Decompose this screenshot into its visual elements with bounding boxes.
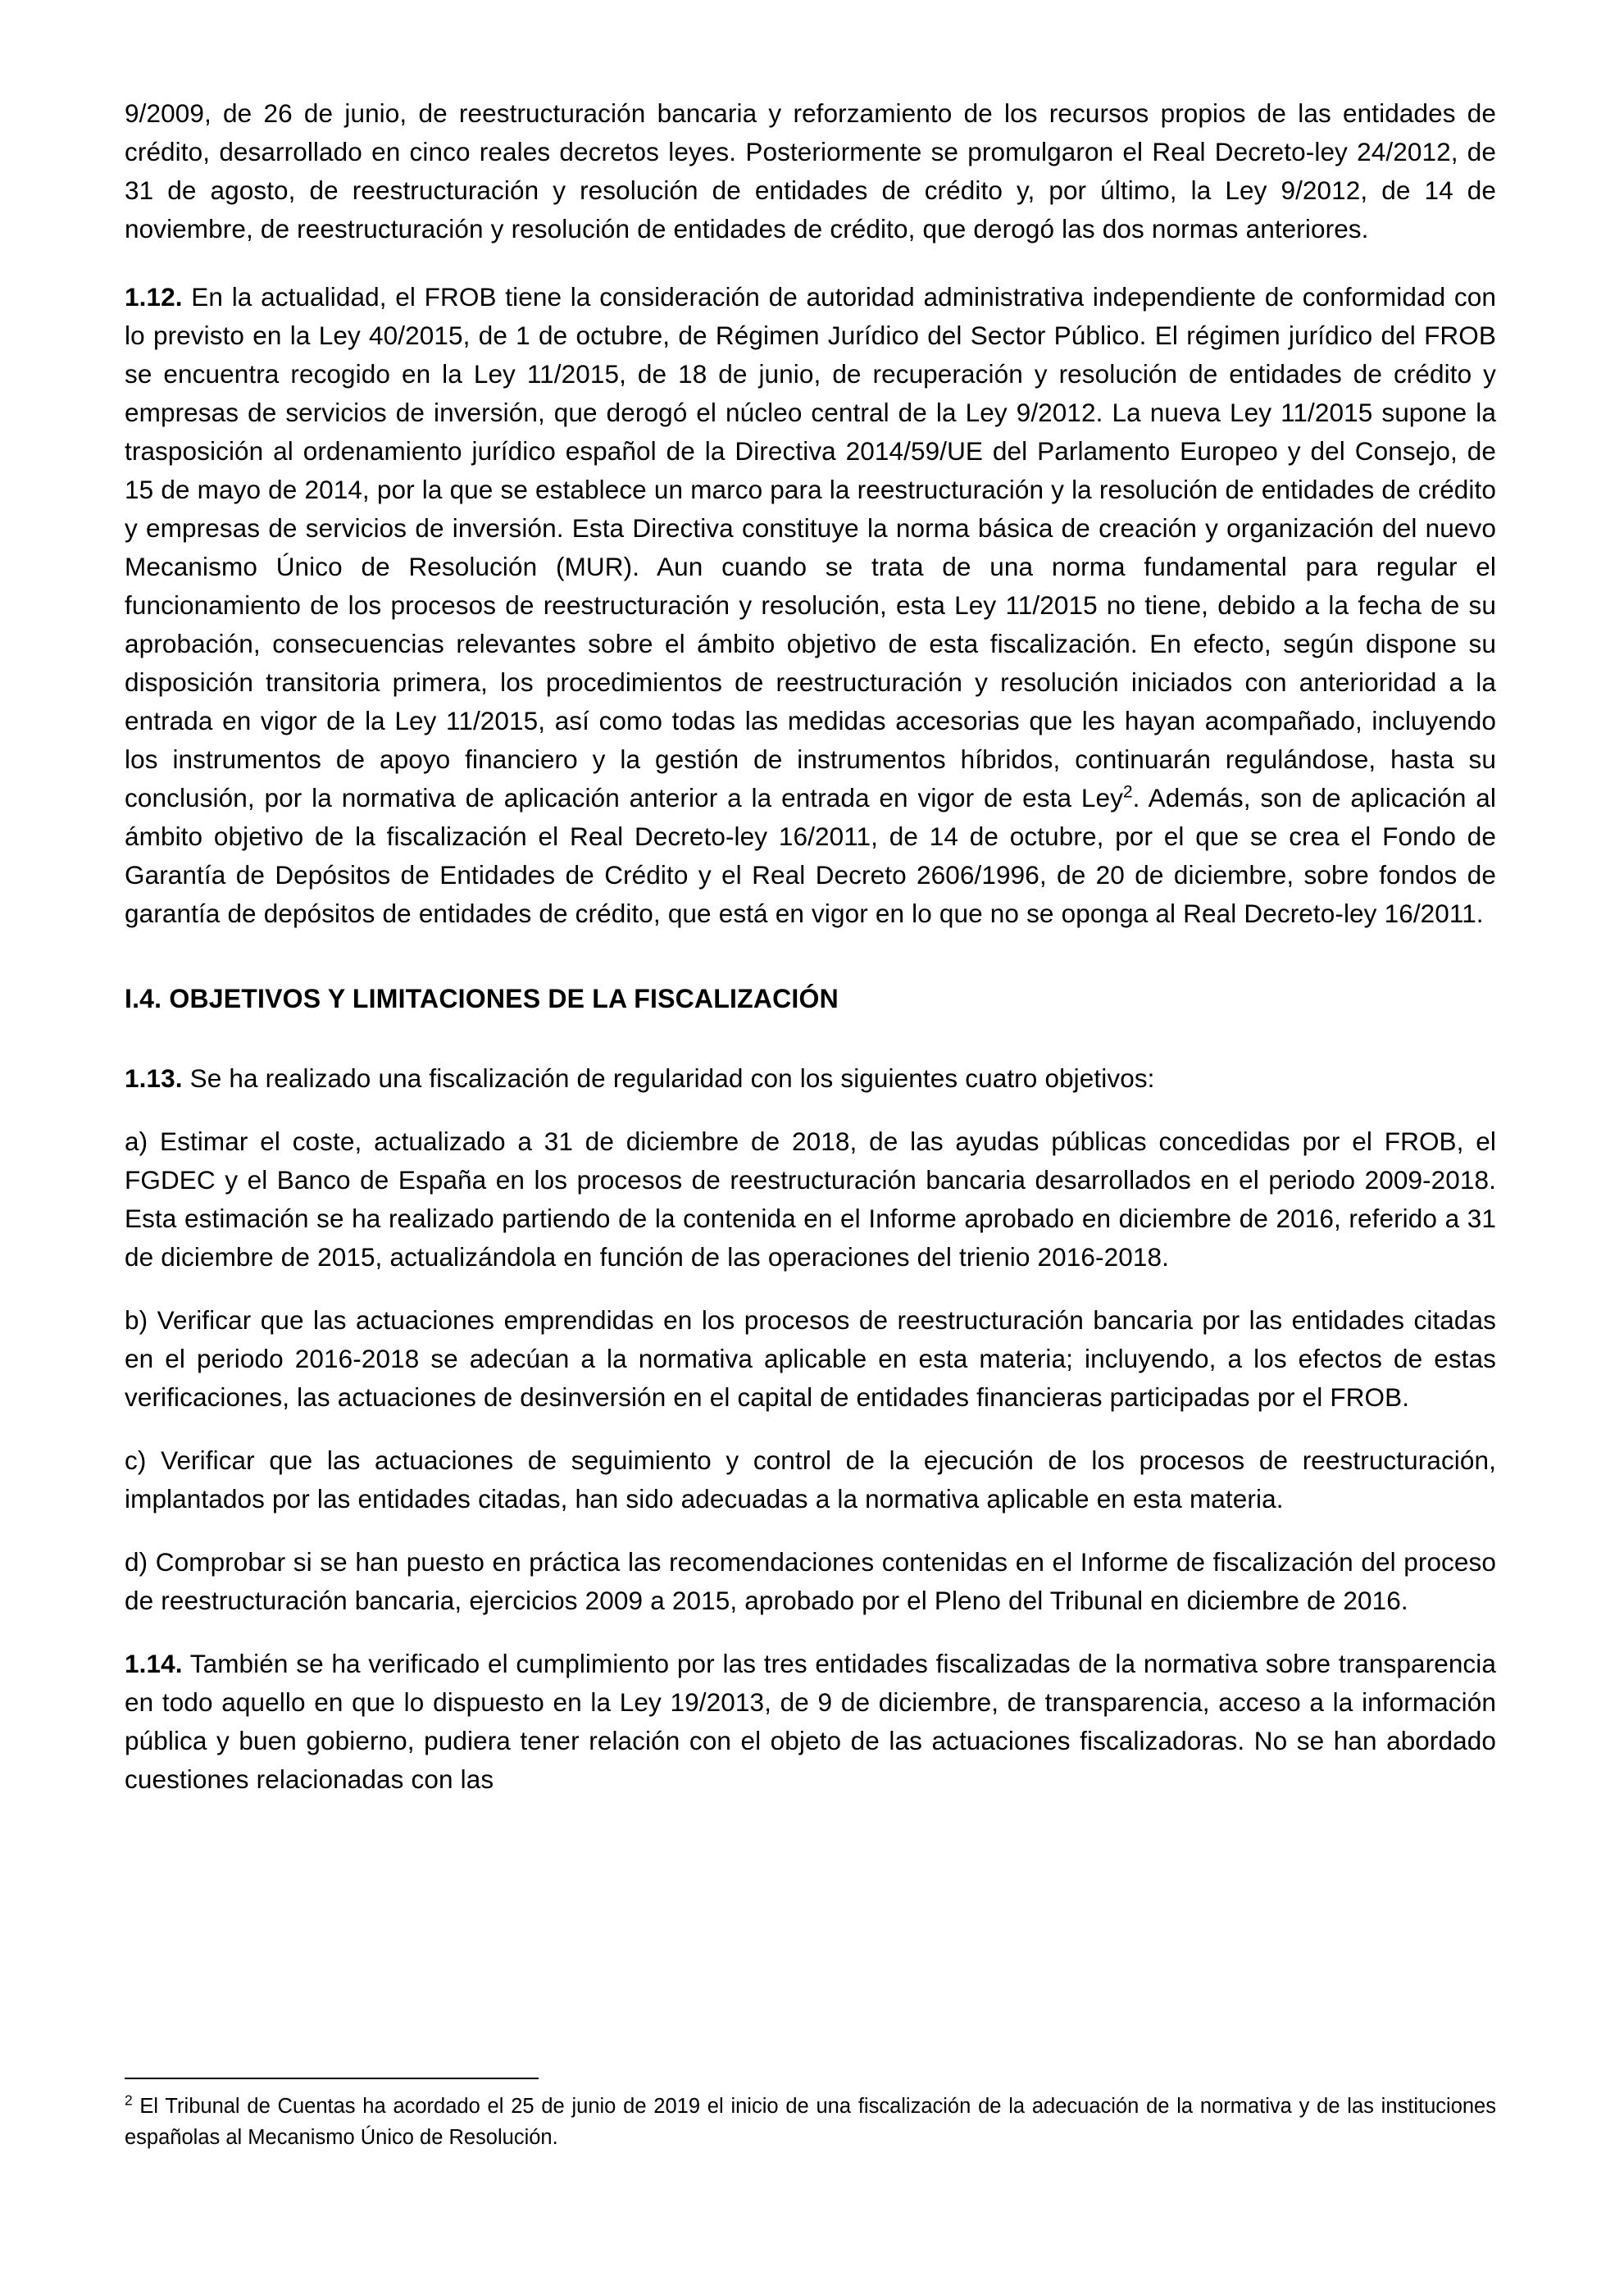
footnote-reference-2[interactable]: 2 [1122,782,1133,802]
paragraph-number-1-13: 1.13. [125,1063,183,1093]
paragraph-1-14-text: También se ha verificado el cumplimiento por las tres entidades fiscalizadas de la normativa sobre transparencia en todo aquello en que lo dispuesto en la Ley 19/2013, de 9 de diciembre, de transparencia, acceso a la información pública y buen gobierno, pudiera tener relación con el objeto de las actuaciones fiscalizadoras. No se han abordado cuestiones relacionadas con las [125,1649,1496,1794]
paragraph-1-12 [125,278,1496,933]
section-heading-block [125,981,1496,1017]
document-body [125,94,1496,1799]
footnote-2 [125,2091,1496,2153]
objective-item-a: a) Estimar el coste, actualizado a 31 de diciembre de 2018, de las ayudas públicas concedidas por el FROB, el FGDEC y el Banco de España en los procesos de reestructuración bancaria desarrollados en el periodo 2009-2018. Esta estimación se ha realizado partiendo de la contenida en el Informe aprobado en diciembre de 2016, referido a 31 de diciembre de 2015, actualizándola en función de las operaciones del trienio 2016-2018. [125,1127,1496,1272]
paragraph-number-1-14: 1.14. [125,1649,183,1678]
footnote-separator-rule [125,2078,539,2079]
footnote-area [125,2078,1496,2153]
paragraph-1-12-text-part-1: En la actualidad, el FROB tiene la consideración de autoridad administrativa independiente de conformidad con lo previsto en la Ley 40/2015, de 1 de octubre, de Régimen Jurídico del Sector Público. El régimen jurídico del FROB se encuentra recogido en la Ley 11/2015, de 18 de junio, de recuperación y resolución de entidades de crédito y empresas de servicios de inversión, que derogó el núcleo central de la Ley 9/2012. La nueva Ley 11/2015 supone la trasposición al ordenamiento jurídico español de la Directiva 2014/59/UE del Parlamento Europeo y del Consejo, de 15 de mayo de 2014, por la que se establece un marco para la reestructuración y la resolución de entidades de crédito y empresas de servicios de inversión. Esta Directiva constituye la norma básica de creación y organización del nuevo Mecanismo Único de Resolución (MUR). Aun cuando se trata de una norma fundamental para regular el funcionamiento de los procesos de reestructuración y resolución, esta Ley 11/2015 no tiene, debido a la fecha de su aprobación, consecuencias relevantes sobre el ámbito objetivo de esta fiscalización. En efecto, según dispone su disposición transitoria primera, los procedimientos de reestructuración y resolución iniciados con anterioridad a la entrada en vigor de la Ley 11/2015, así como todas las medidas accesorias que les hayan acompañado, incluyendo los instrumentos de apoyo financiero y la gestión de instrumentos híbridos, continuarán regulándose, hasta su conclusión, por la normativa de aplicación anterior a la entrada en vigor de esta Ley [125,282,1496,813]
paragraph-1-14 [125,1645,1496,1799]
footnote-marker-2: 2 [125,2092,133,2109]
objective-item-d: d) Comprobar si se han puesto en práctica las recomendaciones contenidas en el Informe de fiscalización del proceso de reestructuración bancaria, ejercicios 2009 a 2015, aprobado por el Pleno del Tribunal en diciembre de 2016. [125,1547,1496,1615]
section-heading-i4: I.4. OBJETIVOS Y LIMITACIONES DE LA FISCALIZACIÓN [125,984,839,1013]
paragraph-1-12-text-part-2: . Además, son de aplicación al ámbito objetivo de la fiscalización el Real Decreto-ley 16/2011, de 14 de octubre, por el que se crea el Fondo de Garantía de Depósitos de Entidades de Crédito y el Real Decreto 2606/1996, de 20 de diciembre, sobre fondos de garantía de depósitos de entidades de crédito, que está en vigor en lo que no se oponga al Real Decreto-ley 16/2011. [125,783,1496,928]
paragraph-number-1-12: 1.12. [125,282,183,312]
objective-item-c: c) Verificar que las actuaciones de seguimiento y control de la ejecución de los procesos de reestructuración, implantados por las entidades citadas, han sido adecuadas a la normativa aplicable en esta materia. [125,1445,1496,1514]
paragraph-1-13 [125,1059,1496,1098]
footnote-2-text: El Tribunal de Cuentas ha acordado el 25 de junio de 2019 el inicio de una fiscalización de la adecuación de la normativa y de las instituciones españolas al Mecanismo Único de Resolución. [125,2095,1496,2149]
paragraph-continuation: 9/2009, de 26 de junio, de reestructuración bancaria y reforzamiento de los recursos propios de las entidades de crédito, desarrollado en cinco reales decretos leyes. Posteriormente se promulgaron el Real Decreto-ley 24/2012, de 31 de agosto, de reestructuración y resolución de entidades de crédito y, por último, la Ley 9/2012, de 14 de noviembre, de reestructuración y resolución de entidades de crédito, que derogó las dos normas anteriores. [125,98,1496,244]
objective-item-b: b) Verificar que las actuaciones emprendidas en los procesos de reestructuración bancaria por las entidades citadas en el periodo 2016-2018 se adecúan a la normativa aplicable en esta materia; incluyendo, a los efectos de estas verificaciones, las actuaciones de desinversión en el capital de entidades financieras participadas por el FROB. [125,1305,1496,1412]
paragraph-1-13-text: Se ha realizado una fiscalización de regularidad con los siguientes cuatro objetivos: [182,1063,1155,1093]
